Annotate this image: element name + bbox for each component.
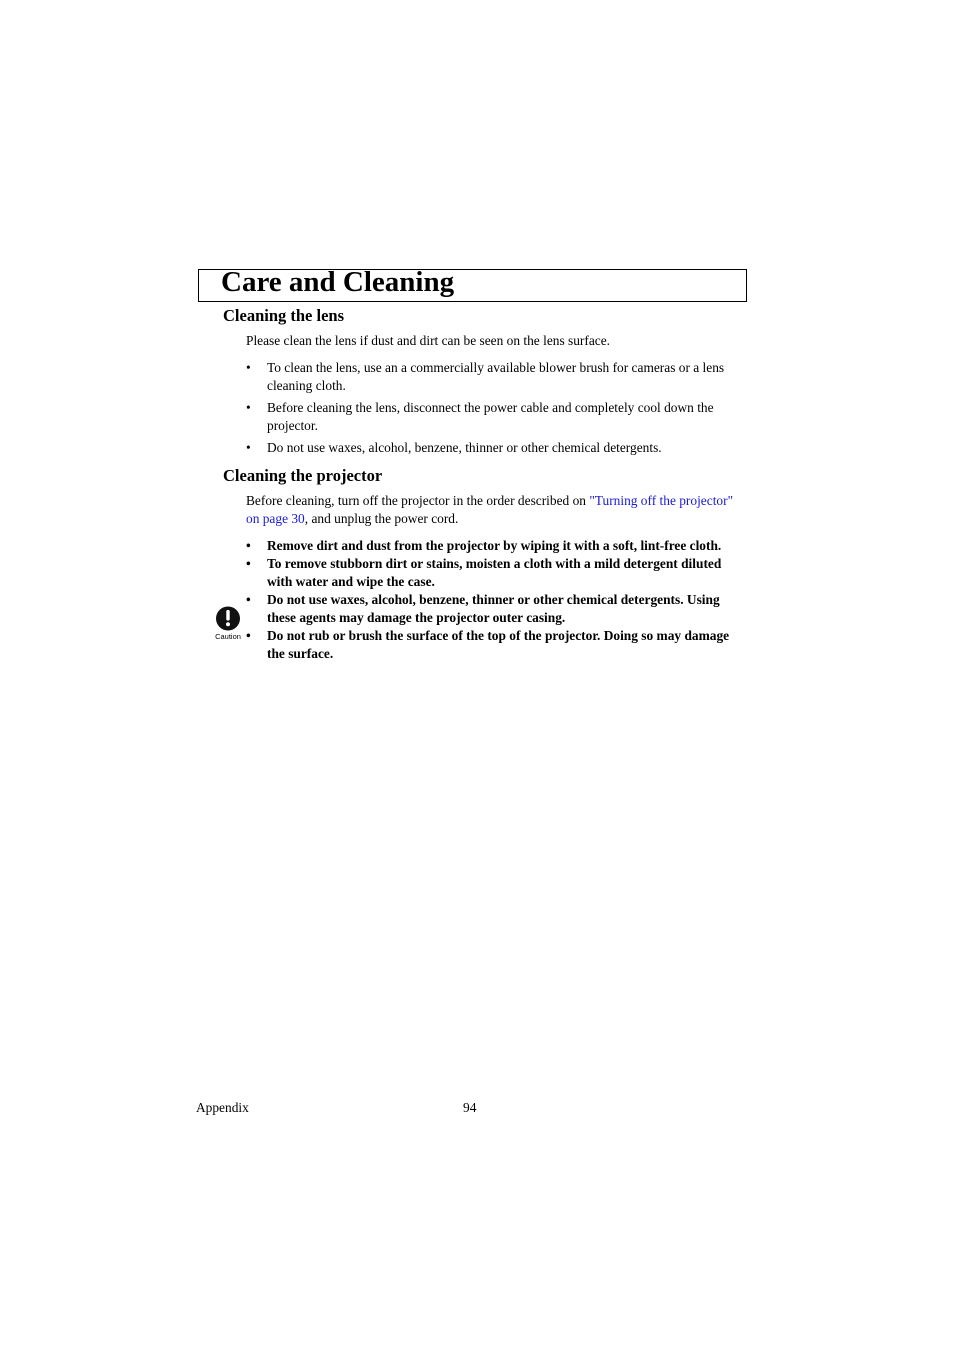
footer-page-number: 94: [463, 1100, 477, 1115]
caution-icon: [212, 606, 244, 632]
page-title: Care and Cleaning: [221, 266, 455, 298]
list-item: • Do not rub or brush the surface of the top of the projector. Doing so may damage the surface.: [246, 628, 730, 661]
caution-bullet-list: [246, 537, 736, 663]
list-item: • Do not use waxes, alcohol, benzene, thinner or other chemical detergents. Using these agents may damage the projector outer casing.: [246, 592, 720, 625]
list-item: • Remove dirt and dust from the projector by wiping it with a soft, lint-free cloth.: [246, 538, 722, 553]
section-heading-lens: Cleaning the lens: [223, 306, 345, 325]
bullet-marker: •: [246, 440, 251, 455]
bullet-marker: •: [246, 360, 251, 375]
bullet-marker: •: [246, 400, 251, 415]
lens-bullet-list: [246, 359, 746, 461]
caution-notice: [212, 606, 244, 644]
bullet-marker: •: [246, 556, 251, 571]
list-item: • To clean the lens, use an a commercially available blower brush for cameras or a lens cleaning cloth.: [246, 360, 725, 393]
cross-reference-link[interactable]: "Turning off the projector" on page 30: [246, 493, 734, 526]
list-item: • Before cleaning the lens, disconnect the power cable and completely cool down the projector.: [246, 400, 714, 433]
lens-intro: Please clean the lens if dust and dirt can be seen on the lens surface.: [246, 333, 611, 348]
section-heading-projector: Cleaning the projector: [223, 466, 383, 485]
projector-intro: Before cleaning, turn off the projector in the order described on "Turning off the projector" on page 30, and unplug the power cord.: [246, 493, 734, 526]
bullet-marker: •: [246, 592, 251, 607]
bullet-marker: •: [246, 538, 251, 553]
list-item: • Do not use waxes, alcohol, benzene, thinner or other chemical detergents.: [246, 440, 662, 455]
list-item: • To remove stubborn dirt or stains, moisten a cloth with a mild detergent diluted with water and wipe the case.: [246, 556, 722, 589]
footer-section-label: Appendix: [196, 1100, 249, 1115]
title-box: [198, 266, 747, 302]
bullet-marker: •: [246, 628, 251, 643]
caution-label: Caution: [215, 632, 241, 641]
